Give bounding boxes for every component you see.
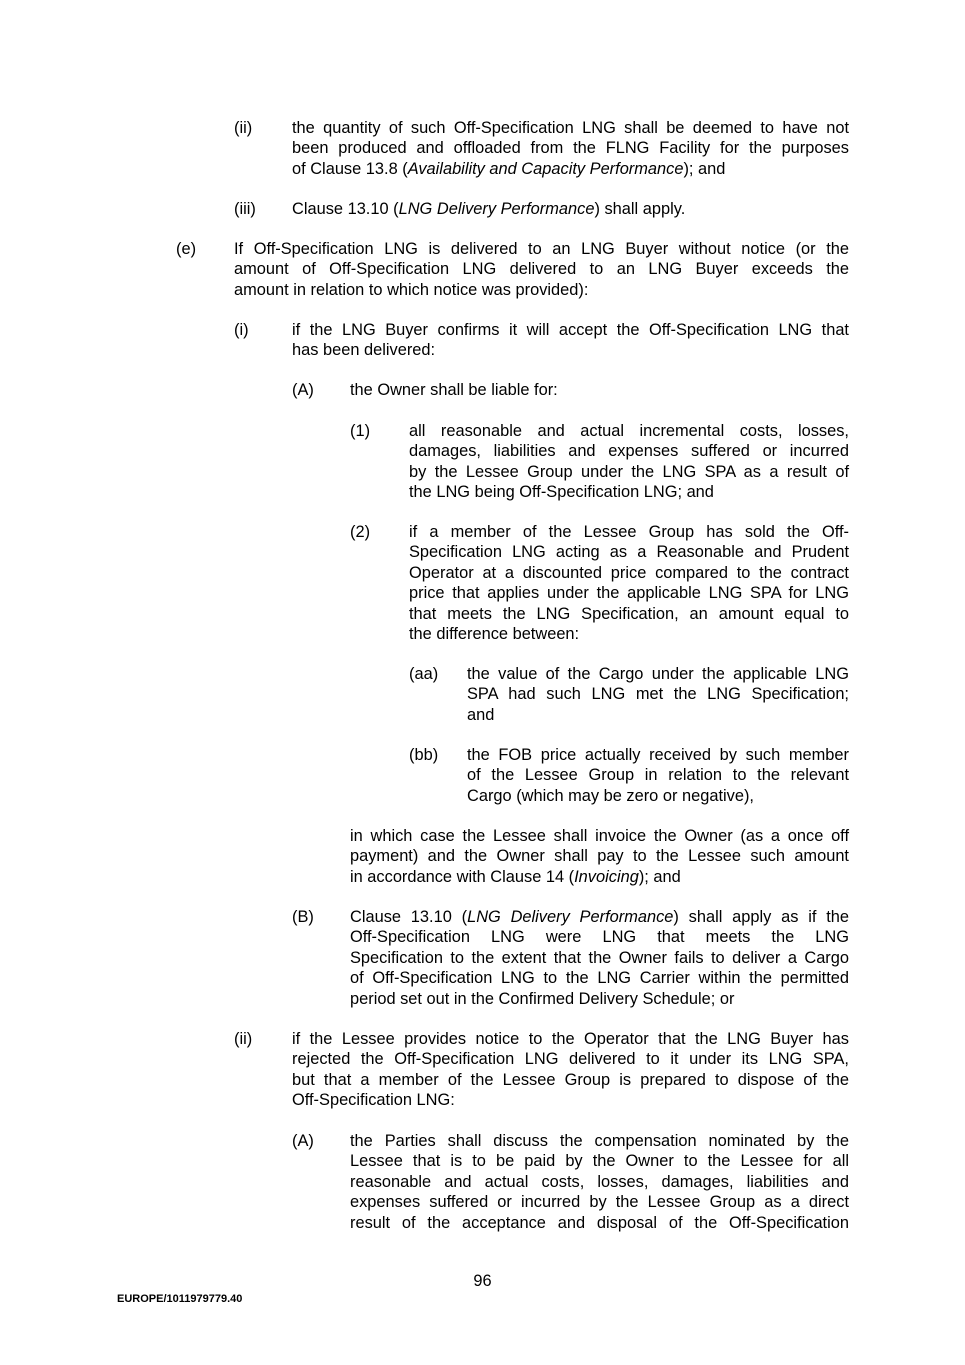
document-reference: EUROPE/1011979779.40 [117,1293,243,1305]
text-line: been produced and offloaded from the FLNG Facility for the purposes [292,139,849,158]
clause-text [292,199,849,219]
text-line: by the Lessee Group under the LNG SPA as a result of [409,462,849,481]
text-line: if a member of the Lessee Group has sold the Off- [409,523,849,541]
text-line: If Off-Specification LNG is delivered to an LNG Buyer without notice (or the [234,240,849,258]
clause-label: (A) [292,381,314,399]
clause-text [292,118,849,179]
text-line: of the Lessee Group in relation to the relevant [467,766,849,785]
text-line: in accordance with Clause 14 (Invoicing); and [350,867,681,886]
clause-label: (2) [350,523,371,541]
text-line: the quantity of such Off-Specification LNG shall be deemed to have not [292,119,849,137]
text-line: damages, liabilities and expenses suffered or incurred [409,442,849,461]
clause-text [292,1029,849,1111]
continuation-paragraph [350,826,849,887]
text-line: the LNG being Off-Specification LNG; and [409,483,714,502]
page-number: 96 [473,1272,492,1290]
text-line: Clause 13.10 (LNG Delivery Performance) shall apply. [292,200,686,218]
clause-text [350,380,849,400]
clause-label: (i) [234,321,249,339]
text-line: Off-Specification LNG: [292,1091,455,1110]
text-line: of Clause 13.8 (Availability and Capacity Performance); and [292,159,726,178]
text-line: Lessee that is to be paid by the Owner to the Lessee for all [350,1152,849,1171]
text-line: payment) and the Owner shall pay to the Lessee such amount [350,847,849,866]
text-line: Cargo (which may be zero or negative), [467,786,754,805]
clause-label: (e) [176,240,197,258]
text-line: but that a member of the Lessee Group is prepared to dispose of the [292,1070,849,1089]
text-line: period set out in the Confirmed Delivery Schedule; or [350,989,735,1008]
text-line: result of the acceptance and disposal of the Off-Specification [350,1213,849,1232]
text-line: Operator at a discounted price compared to the contract [409,563,849,582]
text-line: if the Lessee provides notice to the Operator that the LNG Buyer has [292,1030,849,1048]
clause-label: (A) [292,1132,314,1150]
text-line: in which case the Lessee shall invoice the Owner (as a once off [350,827,849,845]
text-line: and [467,705,495,724]
text-line: amount of Off-Specification LNG delivered to an LNG Buyer exceeds the [234,260,849,279]
clause-text [409,522,849,644]
text-line: rejected the Off-Specification LNG delivered to it under its LNG SPA, [292,1050,849,1069]
text-line: if the LNG Buyer confirms it will accept the Off-Specification LNG that [292,321,849,339]
clause-label: (aa) [409,665,439,683]
clause-label: (ii) [234,119,253,137]
clause-label: (bb) [409,746,439,764]
text-line: of Off-Specification LNG to the LNG Carrier within the permitted [350,969,849,988]
text-line: expenses suffered or incurred by the Lessee Group as a direct [350,1193,849,1212]
text-line: the difference between: [409,625,580,644]
text-line: the value of the Cargo under the applicable LNG [467,665,849,683]
text-line: amount in relation to which notice was provided): [234,280,589,299]
text-line: the Owner shall be liable for: [350,381,558,399]
text-line: Specification to the extent that the Owner fails to deliver a Cargo [350,948,849,967]
text-line: price that applies under the applicable LNG SPA for LNG [409,584,849,603]
clause-text [292,320,849,361]
text-line: has been delivered: [292,341,436,360]
text-line: Off-Specification LNG were LNG that meets the LNG [350,928,849,947]
text-line: reasonable and actual costs, losses, damages, liabilities and [350,1172,849,1191]
text-line: all reasonable and actual incremental costs, losses, [409,422,849,440]
text-line: the FOB price actually received by such member [467,746,849,764]
text-line: the Parties shall discuss the compensation nominated by the [350,1132,849,1150]
text-line: Specification LNG acting as a Reasonable and Prudent [409,543,849,562]
clause-text [467,745,849,806]
clause-text [467,664,849,725]
clause-text [350,907,849,1009]
clause-label: (B) [292,908,314,926]
clause-label: (ii) [234,1030,253,1048]
clause-text [350,1131,849,1233]
clause-label: (1) [350,422,371,440]
text-line: that meets the LNG Specification, an amount equal to [409,604,849,623]
clause-text [409,421,849,503]
text-line: SPA had such LNG met the LNG Specification; [467,685,849,704]
text-line: Clause 13.10 (LNG Delivery Performance) shall apply as if the [350,908,849,926]
clause-text [234,239,849,300]
clause-label: (iii) [234,200,256,218]
